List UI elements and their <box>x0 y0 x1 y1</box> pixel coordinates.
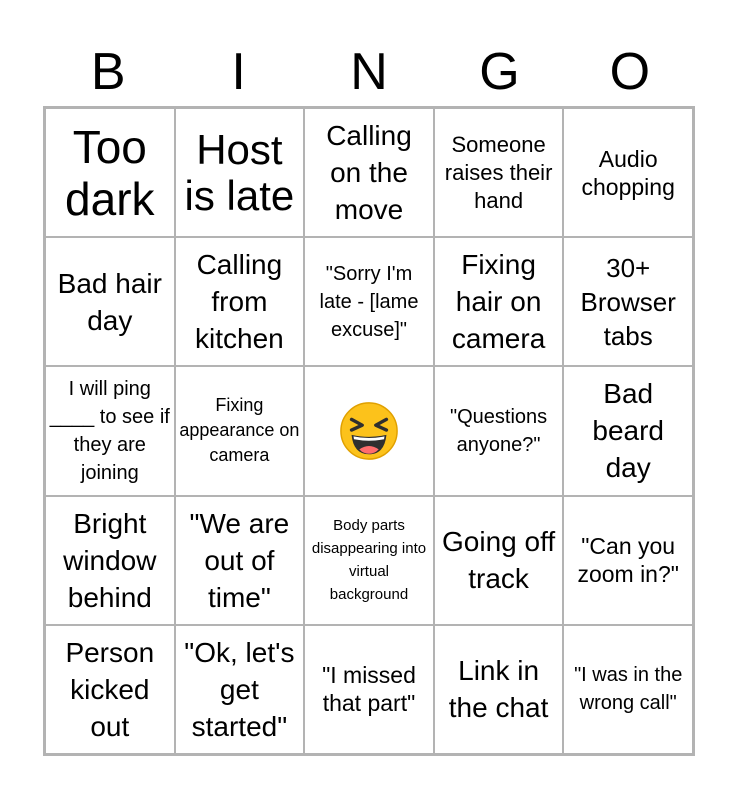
bingo-cell[interactable] <box>563 108 693 237</box>
grinning-squinting-face-icon <box>338 400 400 462</box>
bingo-cell[interactable] <box>304 237 434 366</box>
bingo-cell[interactable] <box>45 496 175 625</box>
cell-text: Bad beard day <box>592 378 664 484</box>
cell-text: Too dark <box>65 120 155 225</box>
bingo-cell[interactable] <box>175 108 305 237</box>
cell-text: Person kicked out <box>65 636 155 742</box>
cell-text: "Ok, let's get started" <box>184 636 295 742</box>
cell-text: Calling on the move <box>326 120 412 226</box>
bingo-cell[interactable] <box>563 496 693 625</box>
bingo-cell[interactable] <box>434 108 564 237</box>
cell-text: "Can you zoom in?" <box>577 533 679 588</box>
header-letter-o: O <box>609 43 651 101</box>
bingo-cell[interactable] <box>175 496 305 625</box>
cell-text: Body parts disappearing into virtual background <box>311 517 427 604</box>
cell-text: Bright window behind <box>63 507 157 613</box>
bingo-cell[interactable] <box>45 237 175 366</box>
header-letter-g: G <box>479 43 520 101</box>
bingo-cell[interactable] <box>45 625 175 754</box>
bingo-cell[interactable] <box>434 496 564 625</box>
cell-text: I will ping ____ to see if they are joining <box>49 377 170 484</box>
cell-text: Fixing hair on camera <box>451 249 546 355</box>
bingo-cell[interactable] <box>45 108 175 237</box>
bingo-cell[interactable] <box>563 366 693 495</box>
bingo-cell[interactable] <box>434 625 564 754</box>
cell-text: Going off track <box>442 526 556 595</box>
cell-text: 30+ Browser tabs <box>580 252 676 351</box>
bingo-board <box>43 106 695 756</box>
header-letter-i: I <box>231 43 246 101</box>
cell-text: Someone raises their hand <box>444 131 553 213</box>
bingo-header <box>43 40 695 104</box>
cell-text: "Sorry I'm late - [lame excuse]" <box>319 262 419 341</box>
bingo-cell[interactable] <box>563 625 693 754</box>
bingo-cell[interactable] <box>175 625 305 754</box>
bingo-cell[interactable] <box>175 366 305 495</box>
cell-text: Fixing appearance on camera <box>179 395 300 466</box>
cell-text: "I missed that part" <box>322 662 416 717</box>
bingo-cell[interactable] <box>45 366 175 495</box>
bingo-cell[interactable] <box>434 237 564 366</box>
free-space-cell[interactable] <box>304 366 434 495</box>
cell-text: Link in the chat <box>448 655 549 724</box>
header-letter-n: N <box>350 43 388 101</box>
cell-text: Calling from kitchen <box>195 249 284 355</box>
header-letter-b: B <box>90 43 126 101</box>
bingo-cell[interactable] <box>563 237 693 366</box>
bingo-cell[interactable] <box>304 108 434 237</box>
bingo-cell[interactable] <box>175 237 305 366</box>
cell-text: Host is late <box>184 125 295 219</box>
cell-text: Bad hair day <box>57 267 162 336</box>
cell-text: "I was in the wrong call" <box>574 664 683 715</box>
cell-text: "Questions anyone?" <box>450 405 548 456</box>
cell-text: Audio chopping <box>581 145 675 200</box>
cell-text: "We are out of time" <box>189 507 290 613</box>
bingo-cell[interactable] <box>304 496 434 625</box>
bingo-cell[interactable] <box>304 625 434 754</box>
bingo-cell[interactable] <box>434 366 564 495</box>
